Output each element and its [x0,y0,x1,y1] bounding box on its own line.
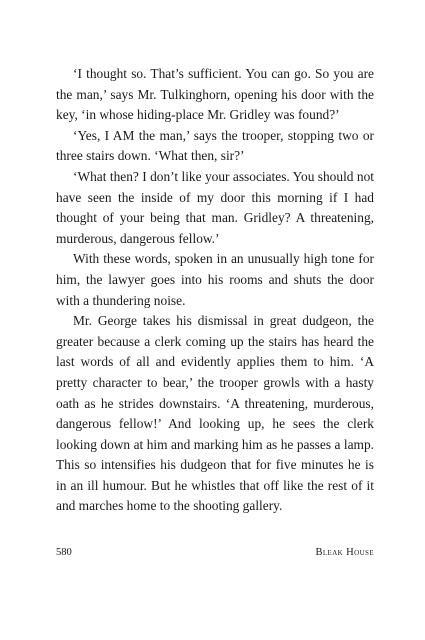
body-text [56,64,374,517]
page-number: 580 [56,547,72,558]
paragraph-4: With these words, spoken in an unusually high tone for him, the lawyer goes into his rooms and shuts the door with a thundering noise. [56,251,374,308]
paragraph-3: ‘What then? I don’t like your associates. You should not have seen the inside of my door this morning if I had thought of your being that man. Gridley? A threatening, murderous, dangerous fellow.’ [56,168,374,246]
paragraph-1: ‘I thought so. That’s sufficient. You can go. So you are the man,’ says Mr. Tulkinghorn, opening his door with the key, ‘in whose hiding-place Mr. Gridley was found?’ [56,66,374,123]
running-title: Bleak House [315,547,374,558]
paragraph-2: ‘Yes, I AM the man,’ says the trooper, stopping two or three stairs down. ‘What then, sir?’ [56,127,374,164]
paragraph-5: Mr. George takes his dismissal in great dudgeon, the greater because a clerk coming up the stairs has heard the last words of all and evidently applies them to him. ‘A pretty character to bear,’ the trooper growls with a hasty oath as he strides downstairs. ‘A threatening, murderous, dangerous fellow!’ And looking up, he sees the clerk looking down at him and marking him as he passes a lamp. This so intensifies his dudgeon that for five minutes he is in an ill humour. But he whistles that off like the rest of it and marches home to the shooting gallery. [56,313,374,514]
